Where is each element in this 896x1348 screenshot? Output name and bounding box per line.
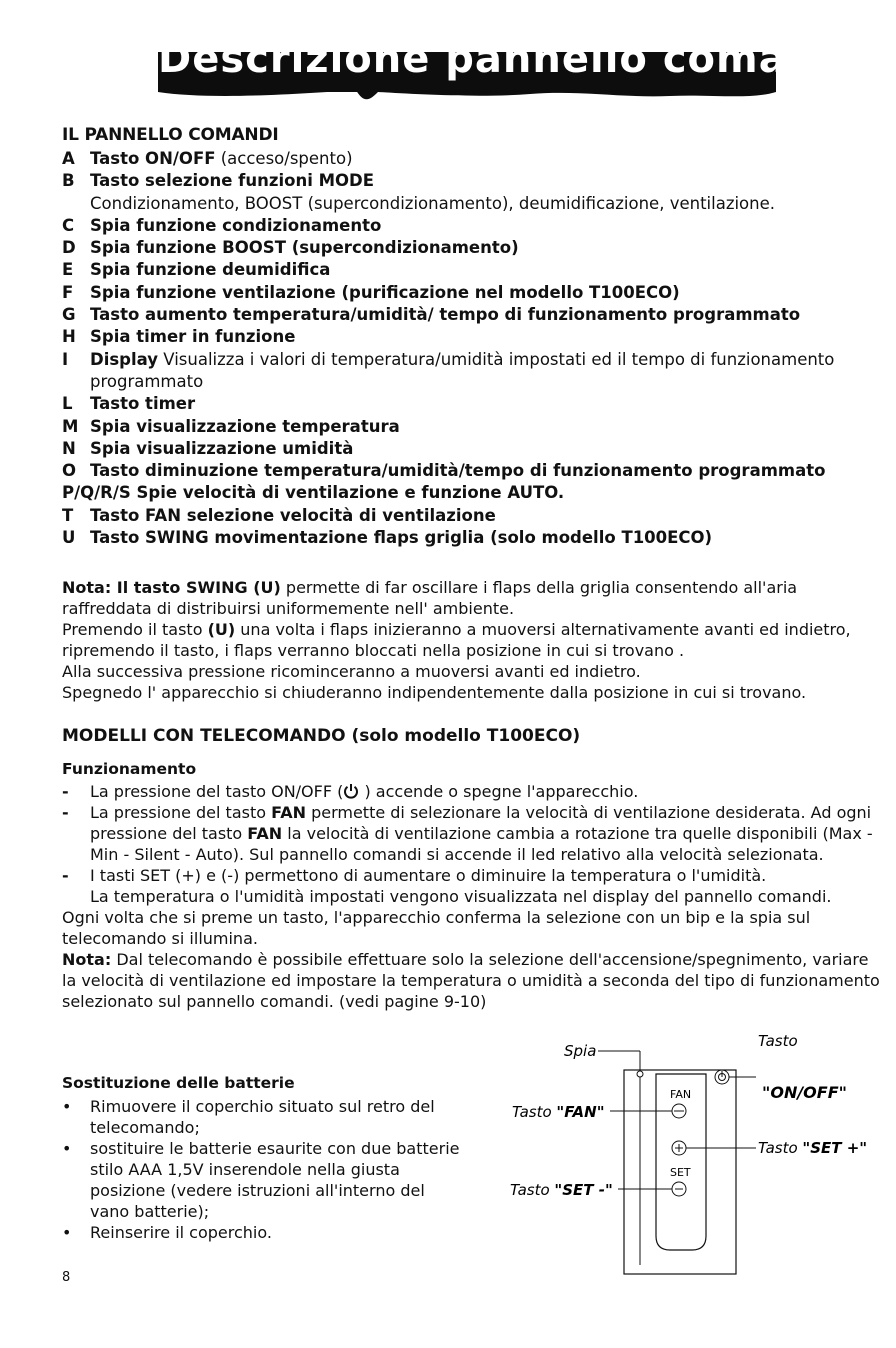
- operation-text: [62, 781, 882, 1012]
- legend-label: Tasto selezione funzioni MODE: [90, 171, 375, 191]
- label-onoff: "ON/OFF": [762, 1083, 847, 1102]
- banner-drip-shape: [150, 86, 790, 108]
- legend-key: T: [62, 505, 74, 525]
- legend-item: [62, 393, 882, 415]
- section-title-remote: MODELLI CON TELECOMANDO (solo modello T100ECO): [62, 726, 581, 746]
- legend-item: [62, 416, 882, 438]
- legend-description: (acceso/spento): [215, 149, 353, 168]
- battery-section: [62, 1073, 462, 1243]
- legend-key: M: [62, 416, 79, 436]
- legend-label: Tasto diminuzione temperatura/umidità/tempo di funzionamento programmato: [90, 461, 826, 481]
- legend-label: Spia funzione ventilazione (purificazione nel modello T100ECO): [90, 282, 680, 302]
- legend-label: Spia funzione condizionamento: [90, 215, 382, 235]
- label-set-plus: Tasto "SET +": [758, 1139, 868, 1157]
- legend-item: [62, 237, 882, 259]
- fan-text: FAN: [670, 1088, 692, 1101]
- legend-item: [62, 482, 882, 504]
- legend-key: N: [62, 438, 76, 458]
- legend-item: [62, 304, 882, 326]
- section-title-panel: IL PANNELLO COMANDI: [62, 125, 279, 145]
- legend-label: Tasto aumento temperatura/umidità/ tempo di funzionamento programmato: [90, 305, 801, 325]
- legend-description: Visualizza i valori di temperatura/umidità impostati ed il tempo di funzionamento programmato: [90, 349, 835, 391]
- legend-item: [62, 438, 882, 460]
- remote-note: Nota: Dal telecomando è possibile effettuare solo la selezione dell'accensione/spegnimento, variare la velocità di ventilazione ed impostare la temperatura o umidità a seconda del tipo di funzionamento selezionato sul pannello comandi. (vedi pagine 9-10): [62, 950, 880, 1011]
- swing-note-p3: Alla successiva pressione ricominceranno a muoversi avanti ed indietro.: [62, 662, 641, 681]
- operation-item-set: - I tasti SET (+) e (-) permettono di aumentare o diminuire la temperatura o l'umidità. La temperatura o l'umidità impostati vengono visualizzata nel display del pannello comandi.: [62, 866, 832, 906]
- legend-label: Tasto ON/OFF: [90, 149, 216, 168]
- swing-note-p4: Spegnedo l' apparecchio si chiuderanno indipendentemente dalla posizione in cui si trovano.: [62, 683, 807, 702]
- remote-diagram: [500, 1032, 890, 1290]
- label-spia: Spia: [564, 1042, 597, 1060]
- legend-key: O: [62, 461, 77, 481]
- swing-note-p2: Premendo il tasto (U) una volta i flaps inizieranno a muoversi alternativamente avanti ed indietro, ripremendo il tasto, i flaps verranno bloccati nella posizione in cui si trovano .: [62, 620, 851, 660]
- legend-key: I: [62, 349, 69, 369]
- battery-title: Sostituzione delle batterie: [62, 1074, 295, 1092]
- legend-key: C: [62, 215, 75, 235]
- banner-title: Descrizione pannello comandi: [158, 36, 861, 82]
- legend-label: P/Q/R/S Spie velocità di ventilazione e funzione AUTO.: [62, 483, 565, 503]
- legend-item: [62, 326, 882, 348]
- operation-confirm-text: Ogni volta che si preme un tasto, l'apparecchio conferma la selezione con un bip e la spia sul telecomando si illumina.: [62, 908, 811, 948]
- legend-key: E: [62, 260, 74, 280]
- operation-item-fan: - La pressione del tasto FAN permette di selezionare la velocità di ventilazione desiderata. Ad ogni pressione del tasto FAN la velocità di ventilazione cambia a rotazione tra quelle disponibili (Max - Min - Silent - Auto). Sul pannello comandi si accende il led relativo alla velocità selezionata.: [62, 803, 873, 864]
- legend-label: Display: [90, 349, 159, 369]
- legend-label: Spia funzione deumidifica: [90, 260, 331, 280]
- legend-item: [62, 527, 882, 549]
- legend-label: Spia funzione BOOST (supercondizionamento): [90, 238, 519, 258]
- legend-key: A: [62, 149, 75, 168]
- legend-key: H: [62, 327, 76, 347]
- legend-item: [62, 505, 882, 527]
- legend-label: Tasto timer: [90, 394, 196, 414]
- page-number: 8: [62, 1270, 71, 1285]
- panel-legend-list: [62, 148, 882, 549]
- battery-item: • Reinserire il coperchio.: [62, 1223, 272, 1242]
- legend-label: Spia visualizzazione umidità: [90, 438, 354, 458]
- battery-item: • Rimuovere il coperchio situato sul retro del telecomando;: [62, 1097, 435, 1137]
- subtitle-operation: Funzionamento: [62, 760, 197, 778]
- legend-label: Spia timer in funzione: [90, 327, 296, 347]
- legend-item: [62, 349, 882, 394]
- label-tasto: Tasto: [758, 1032, 798, 1050]
- swing-note-p1: Nota: Il tasto SWING (U) permette di far oscillare i flaps della griglia consentendo all'aria raffreddata di distribuirsi uniformemente nell' ambiente.: [62, 578, 798, 618]
- legend-item: [62, 148, 882, 170]
- power-icon: [343, 783, 359, 799]
- legend-label: Tasto FAN selezione velocità di ventilazione: [90, 505, 496, 525]
- legend-item: [62, 460, 882, 482]
- legend-description: Condizionamento, BOOST (supercondizionamento), deumidificazione, ventilazione.: [90, 193, 776, 213]
- legend-item: [62, 259, 882, 281]
- label-fan: Tasto "FAN": [512, 1103, 605, 1121]
- legend-label: Tasto SWING movimentazione flaps griglia (solo modello T100ECO): [90, 528, 713, 548]
- legend-key: G: [62, 305, 76, 325]
- set-text: SET: [670, 1166, 691, 1179]
- legend-item: [62, 215, 882, 237]
- swing-note: [62, 577, 882, 703]
- legend-key: B: [62, 171, 75, 191]
- legend-item: [62, 193, 882, 215]
- legend-key: L: [62, 394, 73, 414]
- legend-key: D: [62, 238, 76, 258]
- spia-led-icon: [637, 1071, 643, 1077]
- legend-label: Spia visualizzazione temperatura: [90, 416, 400, 436]
- operation-item-onoff: - La pressione del tasto ON/OFF ( ) accende o spegne l'apparecchio.: [62, 782, 639, 801]
- legend-item: [62, 170, 882, 192]
- legend-key: F: [62, 282, 74, 302]
- battery-item: • sostituire le batterie esaurite con due batterie stilo AAA 1,5V inserendole nella giusta posizione (vedere istruzioni all'interno del vano batterie);: [62, 1139, 460, 1221]
- legend-item: [62, 282, 882, 304]
- legend-key: U: [62, 528, 76, 548]
- label-set-minus: Tasto "SET -": [510, 1181, 613, 1199]
